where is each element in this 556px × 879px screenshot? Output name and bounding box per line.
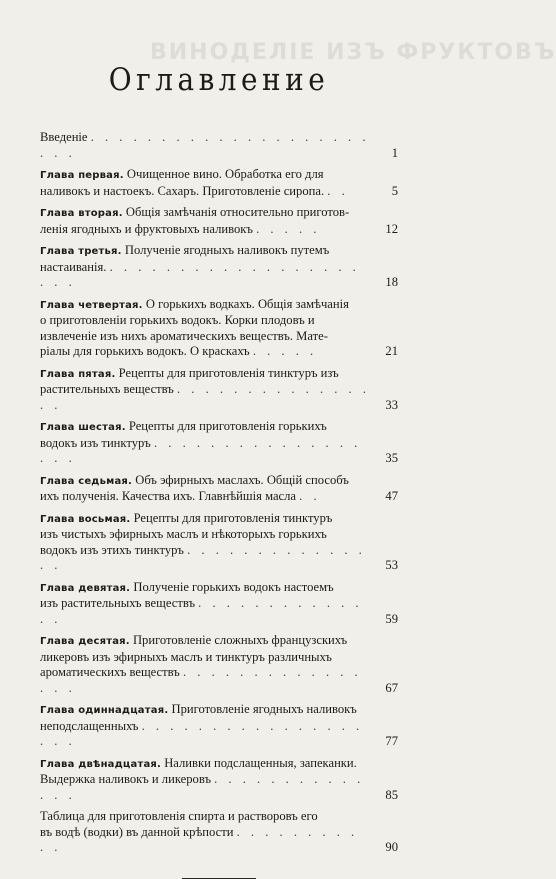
entry-text: о приготовленіи горькихъ водокъ. Корки плодовъ и xyxy=(40,313,315,327)
toc-entry-line xyxy=(40,167,370,184)
toc-entry-line xyxy=(40,756,370,773)
toc-entry xyxy=(40,511,398,574)
leader-dots: . . xyxy=(299,489,321,503)
toc-entry-line xyxy=(40,650,370,666)
leader-dots: . . . . . . . . . . . . . . . . . . . . . . . xyxy=(40,130,370,160)
entry-text: Рецепты для приготовленія тинктуръ изъ xyxy=(118,365,339,380)
entry-text: Выдержка наливокъ и ликеровъ xyxy=(40,772,211,786)
leader-dots: . . xyxy=(327,183,349,198)
page-number: 85 xyxy=(385,787,398,802)
page-title: Оглавление xyxy=(108,62,330,98)
leader-dots: . . . . . xyxy=(252,344,318,358)
toc-entry-line xyxy=(40,825,370,856)
entry-text: водокъ изъ тинктуръ xyxy=(40,435,151,450)
chapter-label: Глава седьмая. xyxy=(40,475,133,487)
toc-entry xyxy=(40,809,398,856)
page-number: 35 xyxy=(385,451,398,465)
page-number: 12 xyxy=(385,221,398,236)
toc-entry xyxy=(40,205,398,237)
entry-text: Полученіе горькихъ водокъ настоемъ xyxy=(133,579,334,594)
entry-text: ріалы для горькихъ водокъ. О краскахъ xyxy=(40,344,250,358)
toc-entry-line xyxy=(40,329,370,345)
toc-entry-line xyxy=(40,205,370,222)
chapter-label: Глава девятая. xyxy=(40,582,131,594)
toc-entry xyxy=(40,580,398,628)
page-number: 47 xyxy=(385,489,398,503)
chapter-label: Глава шестая. xyxy=(40,422,126,433)
entry-text: Наливки подслащенныя, запеканки. xyxy=(164,755,357,770)
chapter-label: Глава пятая. xyxy=(40,368,116,380)
entry-text: водокъ изъ этихъ тинктуръ xyxy=(40,542,184,557)
page-number: 53 xyxy=(385,558,398,572)
leader-dots: . . . . . . . . . . . . . . . . . . . xyxy=(40,718,364,748)
page-number: 18 xyxy=(385,275,398,289)
toc-entry xyxy=(40,756,398,804)
entry-text: Полученіе ягодныхъ наливокъ путемъ xyxy=(124,243,330,257)
toc-entry xyxy=(40,473,398,505)
entry-text: растительныхъ веществъ xyxy=(40,382,174,396)
chapter-label: Глава двѣнадцатая. xyxy=(40,758,162,770)
toc-entry-line xyxy=(40,809,370,825)
leader-dots: . . . . . . . . . . . . . . . . xyxy=(40,665,362,695)
entry-text: О горькихъ водкахъ. Общія замѣчанія xyxy=(145,296,349,311)
chapter-label: Глава третья. xyxy=(40,246,122,257)
leader-dots: . . . . . . . . . . . . . . xyxy=(40,596,363,626)
toc-entry xyxy=(40,297,398,360)
page-number: 77 xyxy=(385,734,398,748)
toc-entry-line xyxy=(40,473,370,490)
toc-entry-line xyxy=(40,580,370,597)
toc-entry-line xyxy=(40,633,370,650)
toc-entry-line xyxy=(40,313,370,329)
toc-entry xyxy=(40,366,398,414)
leader-dots: . . . . . . . . . . . . . . xyxy=(40,772,365,802)
toc-entry-line xyxy=(40,719,370,750)
toc-entry-line xyxy=(40,596,370,627)
toc-entry-line xyxy=(40,772,370,803)
toc-entry-line xyxy=(40,184,370,200)
leader-dots: . . . . . . . . . . . . . . . . xyxy=(40,382,370,412)
toc-entry-line xyxy=(40,130,370,161)
page-number: 5 xyxy=(391,183,398,198)
entry-text: извлеченіе изъ нихъ ароматическихъ веществъ. Мате- xyxy=(40,328,328,343)
entry-text: Введеніе xyxy=(40,130,88,144)
entry-text: ленія ягодныхъ и фруктовыхъ наливокъ xyxy=(40,221,253,236)
chapter-label: Глава десятая. xyxy=(40,636,130,647)
page-number: 21 xyxy=(385,344,398,358)
toc-entry-line xyxy=(40,543,370,574)
toc-entry-line xyxy=(40,419,370,436)
leader-dots: . . . . . . . . . . . xyxy=(40,824,359,854)
entry-text: Общія замѣчанія относительно приготов- xyxy=(125,205,350,219)
entry-text: Очищенное вино. Обработка его для xyxy=(126,167,324,181)
chapter-label: Глава четвертая. xyxy=(40,299,143,311)
chapter-label: Глава первая. xyxy=(40,170,124,181)
entry-text: Рецепты для приготовленія горькихъ xyxy=(128,419,327,433)
toc-entry-line xyxy=(40,527,370,543)
entry-text: Таблица для приготовленія спирта и растворовъ его xyxy=(40,809,318,823)
leader-dots: . . . . . . . . . . . . . . . . . . xyxy=(40,435,362,465)
entry-text: изъ чистыхъ эфирныхъ маслъ и нѣкоторыхъ горькихъ xyxy=(40,527,327,541)
entry-text: ликеровъ изъ эфирныхъ маслъ и тинктуръ различныхъ xyxy=(40,649,332,664)
toc-entry xyxy=(40,702,398,750)
chapter-label: Глава вторая. xyxy=(40,208,123,219)
toc-entry-line xyxy=(40,489,370,505)
toc-entry-line xyxy=(40,344,370,360)
leader-dots: . . . . . . . . . . . . . . . . . . . . . xyxy=(40,259,360,289)
toc-entry-line xyxy=(40,366,370,383)
toc-entry xyxy=(40,130,398,161)
toc-entry xyxy=(40,633,398,696)
toc-entry-line xyxy=(40,665,370,696)
entry-text: Приготовленіе сложныхъ французскихъ xyxy=(132,633,348,647)
closing-rule xyxy=(182,878,256,879)
toc-entry xyxy=(40,167,398,199)
page-number: 33 xyxy=(385,397,398,412)
toc-entry xyxy=(40,419,398,467)
chapter-label: Глава восьмая. xyxy=(40,513,131,525)
toc-entry-line xyxy=(40,382,370,413)
bleed-through-text: ВИНОДЕЛІЕ ИЗЪ ФРУКТОВЪ xyxy=(150,40,556,65)
toc-entry-line xyxy=(40,297,370,314)
chapter-label: Глава одиннадцатая. xyxy=(40,705,169,716)
entry-text: изъ растительныхъ веществъ xyxy=(40,596,195,610)
leader-dots: . . . . . xyxy=(256,221,321,236)
entry-text: неподслащенныхъ xyxy=(40,718,139,733)
entry-text: ароматическихъ веществъ xyxy=(40,665,180,679)
toc-entry-line xyxy=(40,436,370,467)
page-number: 90 xyxy=(385,840,398,854)
entry-text: въ водѣ (водки) въ данной крѣпости xyxy=(40,824,234,839)
page-number: 59 xyxy=(385,611,398,626)
page-number: 67 xyxy=(385,680,398,695)
entry-text: Объ эфирныхъ маслахъ. Общій способъ xyxy=(135,472,349,487)
toc-entry-line xyxy=(40,243,370,260)
toc-entry-line xyxy=(40,222,370,238)
toc-entry-line xyxy=(40,511,370,528)
entry-text: Рецепты для приготовленія тинктуръ xyxy=(133,510,333,525)
toc-entry xyxy=(40,243,398,291)
leader-dots: . . . . . . . . . . . . . . . xyxy=(40,542,366,572)
entry-text: ихъ полученія. Качества ихъ. Главнѣйшія масла xyxy=(40,489,296,503)
toc-entry-line xyxy=(40,260,370,291)
table-of-contents xyxy=(40,130,398,856)
entry-text: наливокъ и настоекъ. Сахаръ. Приготовленіе сиропа. xyxy=(40,183,325,198)
page-number: 1 xyxy=(391,145,398,160)
entry-text: настаиванія. xyxy=(40,259,107,274)
entry-text: Приготовленіе ягодныхъ наливокъ xyxy=(171,702,357,716)
toc-entry-line xyxy=(40,702,370,719)
